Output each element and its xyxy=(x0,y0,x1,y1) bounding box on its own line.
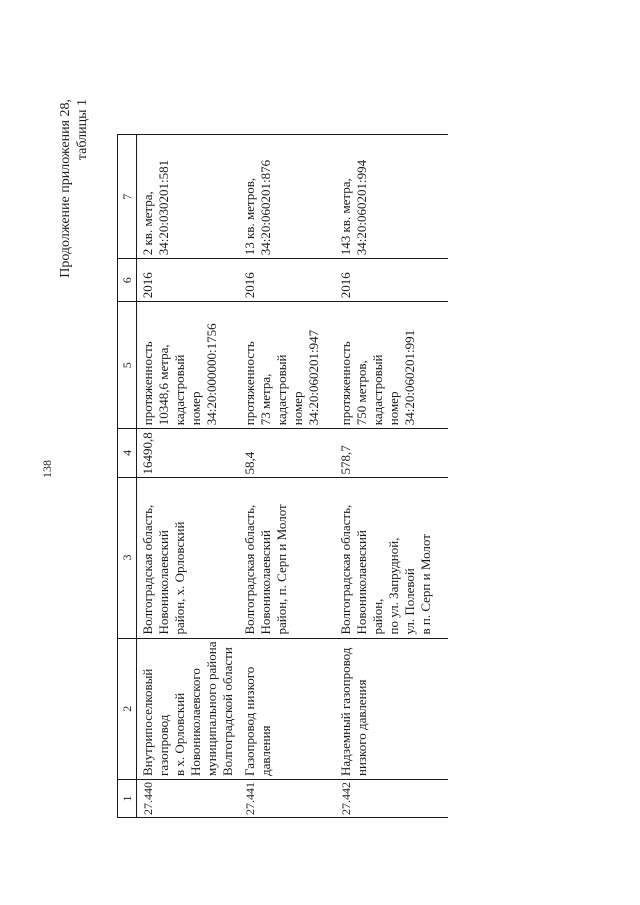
object-characteristic xyxy=(335,302,448,429)
object-value: 58,4 xyxy=(239,429,335,477)
object-characteristic xyxy=(137,302,240,429)
object-name-line: муниципального района xyxy=(204,641,219,776)
column-number: 7 xyxy=(118,135,137,259)
object-name-line: в х. Орловский xyxy=(172,692,187,776)
address-line: Волгоградская область, xyxy=(140,504,155,635)
object-name-line: газопровод xyxy=(156,714,171,776)
column-number: 1 xyxy=(118,780,137,818)
address-line: район, х. Орловский xyxy=(172,521,187,635)
row-number: 27.441 xyxy=(239,780,335,818)
characteristic-line: 34:20:000000:1756 xyxy=(204,323,219,426)
characteristic-line: номер xyxy=(386,391,401,426)
characteristic-line: 10348,6 метра, xyxy=(156,344,171,426)
extra-line: 2 кв. метра, xyxy=(140,191,155,256)
characteristic-line: номер xyxy=(188,391,203,426)
column-number: 5 xyxy=(118,302,137,429)
object-value: 578,7 xyxy=(335,429,448,477)
extra-line: 34:20:060201:876 xyxy=(258,159,273,256)
object-name-line: Внутрипоселковый xyxy=(140,668,155,776)
address-line: Новониколаевский xyxy=(258,530,273,635)
object-name-line: Надземный газопровод xyxy=(338,647,353,776)
object-name-line: Газопровод низкого xyxy=(242,666,257,776)
extra-line: 13 кв. метров, xyxy=(242,177,257,256)
continuation-line-2: таблицы 1 xyxy=(75,99,90,161)
address-line: в п. Серп и Молот xyxy=(418,534,433,635)
object-name-line: давления xyxy=(258,725,273,776)
object-extra xyxy=(335,135,448,259)
address-line: Новониколаевский xyxy=(354,530,369,635)
characteristic-line: 34:20:060201:991 xyxy=(402,329,417,426)
characteristic-line: протяженность xyxy=(338,341,353,426)
characteristic-line: номер xyxy=(290,391,305,426)
object-name-line: Новониколаевского xyxy=(188,668,203,776)
data-table xyxy=(117,134,448,818)
characteristic-line: кадастровый xyxy=(172,354,187,426)
address-line: район, xyxy=(370,598,385,635)
page-number: 138 xyxy=(40,460,54,478)
object-extra xyxy=(137,135,240,259)
column-number: 2 xyxy=(118,638,137,779)
address-line: по ул. Запрудной, xyxy=(386,537,401,635)
extra-line: 34:20:060201:994 xyxy=(354,159,369,256)
characteristic-line: 34:20:060201:947 xyxy=(306,329,321,426)
object-year: 2016 xyxy=(335,259,448,302)
column-number: 3 xyxy=(118,477,137,638)
object-name xyxy=(137,638,240,779)
object-year: 2016 xyxy=(137,259,240,302)
address-line: Новониколаевский xyxy=(156,530,171,635)
table-row xyxy=(137,135,240,818)
object-name-line: Волгоградской области xyxy=(220,647,235,776)
object-year: 2016 xyxy=(239,259,335,302)
object-characteristic xyxy=(239,302,335,429)
table-row xyxy=(335,135,448,818)
characteristic-line: протяженность xyxy=(242,341,257,426)
object-address xyxy=(137,477,240,638)
row-number: 27.440 xyxy=(137,780,240,818)
characteristic-line: 750 метров, xyxy=(354,360,369,426)
object-name-line: низкого давления xyxy=(354,679,369,776)
extra-line: 143 кв. метра, xyxy=(338,178,353,256)
characteristic-line: кадастровый xyxy=(274,354,289,426)
column-number: 6 xyxy=(118,259,137,302)
object-address xyxy=(335,477,448,638)
characteristic-line: 73 метра, xyxy=(258,373,273,426)
address-line: Волгоградская область, xyxy=(338,504,353,635)
column-number-row xyxy=(118,135,137,818)
row-number: 27.442 xyxy=(335,780,448,818)
address-line: ул. Полевой xyxy=(402,568,417,635)
continuation-header xyxy=(57,99,91,278)
object-extra xyxy=(239,135,335,259)
address-line: район, п. Серп и Молот xyxy=(274,504,289,635)
object-address xyxy=(239,477,335,638)
characteristic-line: кадастровый xyxy=(370,354,385,426)
table-row xyxy=(239,135,335,818)
continuation-line-1: Продолжение приложения 28, xyxy=(58,99,73,278)
object-value: 16490,8 xyxy=(137,429,240,477)
object-name xyxy=(239,638,335,779)
extra-line: 34:20:030201:581 xyxy=(156,159,171,256)
characteristic-line: протяженность xyxy=(140,341,155,426)
column-number: 4 xyxy=(118,429,137,477)
address-line: Волгоградская область, xyxy=(242,504,257,635)
object-name xyxy=(335,638,448,779)
